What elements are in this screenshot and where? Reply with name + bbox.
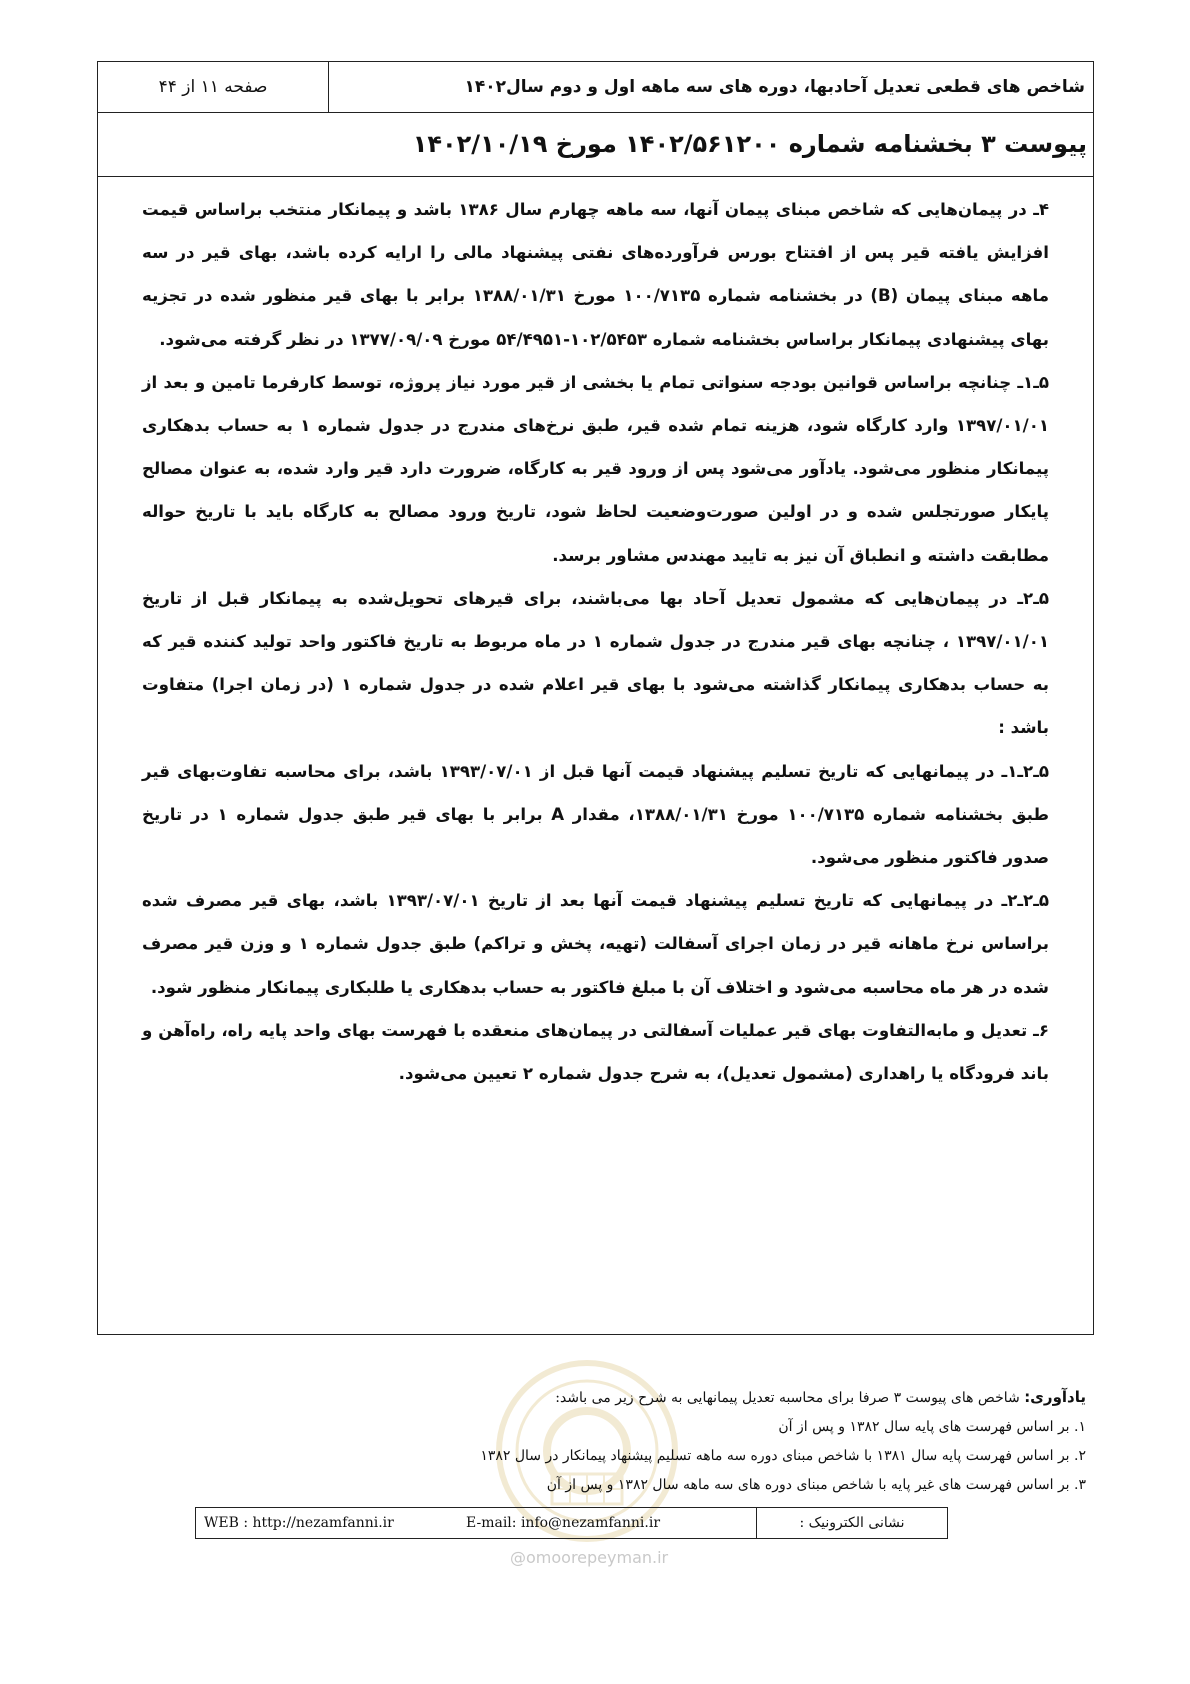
note-intro: شاخص های پیوست ۳ صرفا برای محاسبه تعدیل پیمانهایی به شرح زیر می باشد: bbox=[555, 1390, 1020, 1406]
header-title: شاخص های قطعی تعدیل آحادبها، دوره های سه ماهه اول و دوم سال۱۴۰۲ bbox=[464, 77, 1085, 97]
contact-web[interactable]: WEB : http://nezamfanni.ir bbox=[204, 1515, 394, 1531]
paragraph-6: ۶ـ تعدیل و مابه‌التفاوت بهای قیر عملیات آسفالتی در پیمان‌های منعقده با فهرست بهای واحد پایه راه، راه‌آهن و باند فرودگاه یا راهداری (مشمول تعدیل)، به شرح جدول شماره ۲ تعیین می‌شود. bbox=[142, 1020, 1049, 1084]
document-title: پیوست ۳ بخشنامه شماره ۱۴۰۲/۵۶۱۲۰۰ مورخ ۱۴۰۲/۱۰/۱۹ bbox=[412, 130, 1087, 158]
header-row bbox=[98, 62, 1093, 113]
page-number: صفحه ۱۱ از ۴۴ bbox=[98, 62, 329, 112]
paragraph-5-2-2: ۵ـ۲ـ۲ـ در پیمانهایی که تاریخ تسلیم پیشنهاد قیمت آنها بعد از تاریخ ۱۳۹۳/۰۷/۰۱ باشد، بهای قیر مصرف شده براساس نرخ ماهانه قیر در زمان اجرای آسفالت (تهیه، پخش و تراکم) طبق جدول شماره ۱ و وزن قیر مصرف شده در هر ماه محاسبه می‌شود و اختلاف آن با مبلغ فاکتور به حساب بدهکاری یا طلبکاری پیمانکار منظور شود. bbox=[142, 891, 1049, 997]
watermark-text: @omoorepeyman.ir bbox=[510, 1548, 669, 1567]
contact-email[interactable]: E-mail: info@nezamfanni.ir bbox=[466, 1515, 661, 1531]
note-item-2: ۲. بر اساس فهرست پایه سال ۱۳۸۱ با شاخص مبنای دوره سه ماهه تسلیم پیشنهاد پیمانکار در سال ۱۳۸۲ bbox=[480, 1448, 1086, 1464]
note-item-1: ۱. بر اساس فهرست های پایه سال ۱۳۸۲ و پس از آن bbox=[778, 1419, 1086, 1435]
paragraph-5-2-1: ۵ـ۲ـ۱ـ در پیمانهایی که تاریخ تسلیم پیشنهاد قیمت آنها قبل از ۱۳۹۳/۰۷/۰۱ باشد، برای محاسبه تفاوت‌بهای قیر طبق بخشنامه شماره ۱۰۰/۷۱۳۵ مورخ ۱۳۸۸/۰۱/۳۱، مقدار A برابر با بهای قیر طبق جدول شماره ۱ در تاریخ صدور فاکتور منظور می‌شود. bbox=[142, 761, 1050, 868]
paragraph-5-1: ۵ـ۱ـ چنانچه براساس قوانین بودجه سنواتی تمام یا بخشی از قیر مورد نیاز پروژه، توسط کارفرما تامین و بعد از ۱۳۹۷/۰۱/۰۱ وارد کارگاه شود، هزینه تمام شده قیر، طبق نرخ‌های مندرج در جدول شماره ۱ به حساب بدهکاری پیمانکار منظور می‌شود. یادآور می‌شود پس از ورود قیر به کارگاه، ضرورت دارد قیر وارد شده، به عنوان مصالح پایکار صورتجلس شده و در اولین صورت‌وضعیت لحاظ شود، تاریخ ورود مصالح به کارگاه باید با تاریخ حواله مطابقت داشته و انطباق آن نیز به تایید مهندس مشاور برسد. bbox=[142, 372, 1049, 565]
paragraph-5-2: ۵ـ۲ـ در پیمان‌هایی که مشمول تعدیل آحاد بها می‌باشند، برای قیرهای تحویل‌شده به پیمانکار قبل از تاریخ ۱۳۹۷/۰۱/۰۱ ، چنانچه بهای قیر مندرج در جدول شماره ۱ در ماه مربوط به تاریخ فاکتور واحد تولید کننده قیر که به حساب بدهکاری پیمانکار گذاشته می‌شود با بهای قیر اعلام شده در جدول شماره ۱ (در زمان اجرا) متفاوت باشد : bbox=[142, 588, 1050, 738]
note-section bbox=[106, 1383, 1086, 1500]
body-text bbox=[142, 188, 1049, 1095]
note-label: یادآوری: bbox=[1024, 1388, 1086, 1406]
note-intro-line bbox=[106, 1383, 1086, 1413]
note-item-3: ۳. بر اساس فهرست های غیر پایه با شاخص مبنای دوره های سه ماهه سال ۱۳۸۲ و پس از آن bbox=[546, 1477, 1086, 1493]
page-frame bbox=[97, 61, 1094, 1335]
paragraph-4: ۴ـ در پیمان‌هایی که شاخص مبنای پیمان آنها، سه ماهه چهارم سال ۱۳۸۶ باشد و پیمانکار منتخب براساس قیمت افزایش یافته قیر پس از افتتاح بورس فرآورده‌های نفتی پیشنهاد مالی را ارایه کرده باشد، بهای قیر در سه ماهه مبنای پیمان (B) در بخشنامه شماره ۱۰۰/۷۱۳۵ مورخ ۱۳۸۸/۰۱/۳۱ برابر با بهای قیر منظور شده در تجزیه بهای پیشنهادی پیمانکار براساس بخشنامه شماره ۱۰۲/۵۴۵۳-۵۴/۴۹۵۱ مورخ ۱۳۷۷/۰۹/۰۹ در نظر گرفته می‌شود. bbox=[142, 200, 1050, 349]
title-row bbox=[98, 112, 1093, 177]
contact-label: نشانی الکترونیک : bbox=[756, 1508, 947, 1538]
contact-box bbox=[195, 1507, 948, 1539]
